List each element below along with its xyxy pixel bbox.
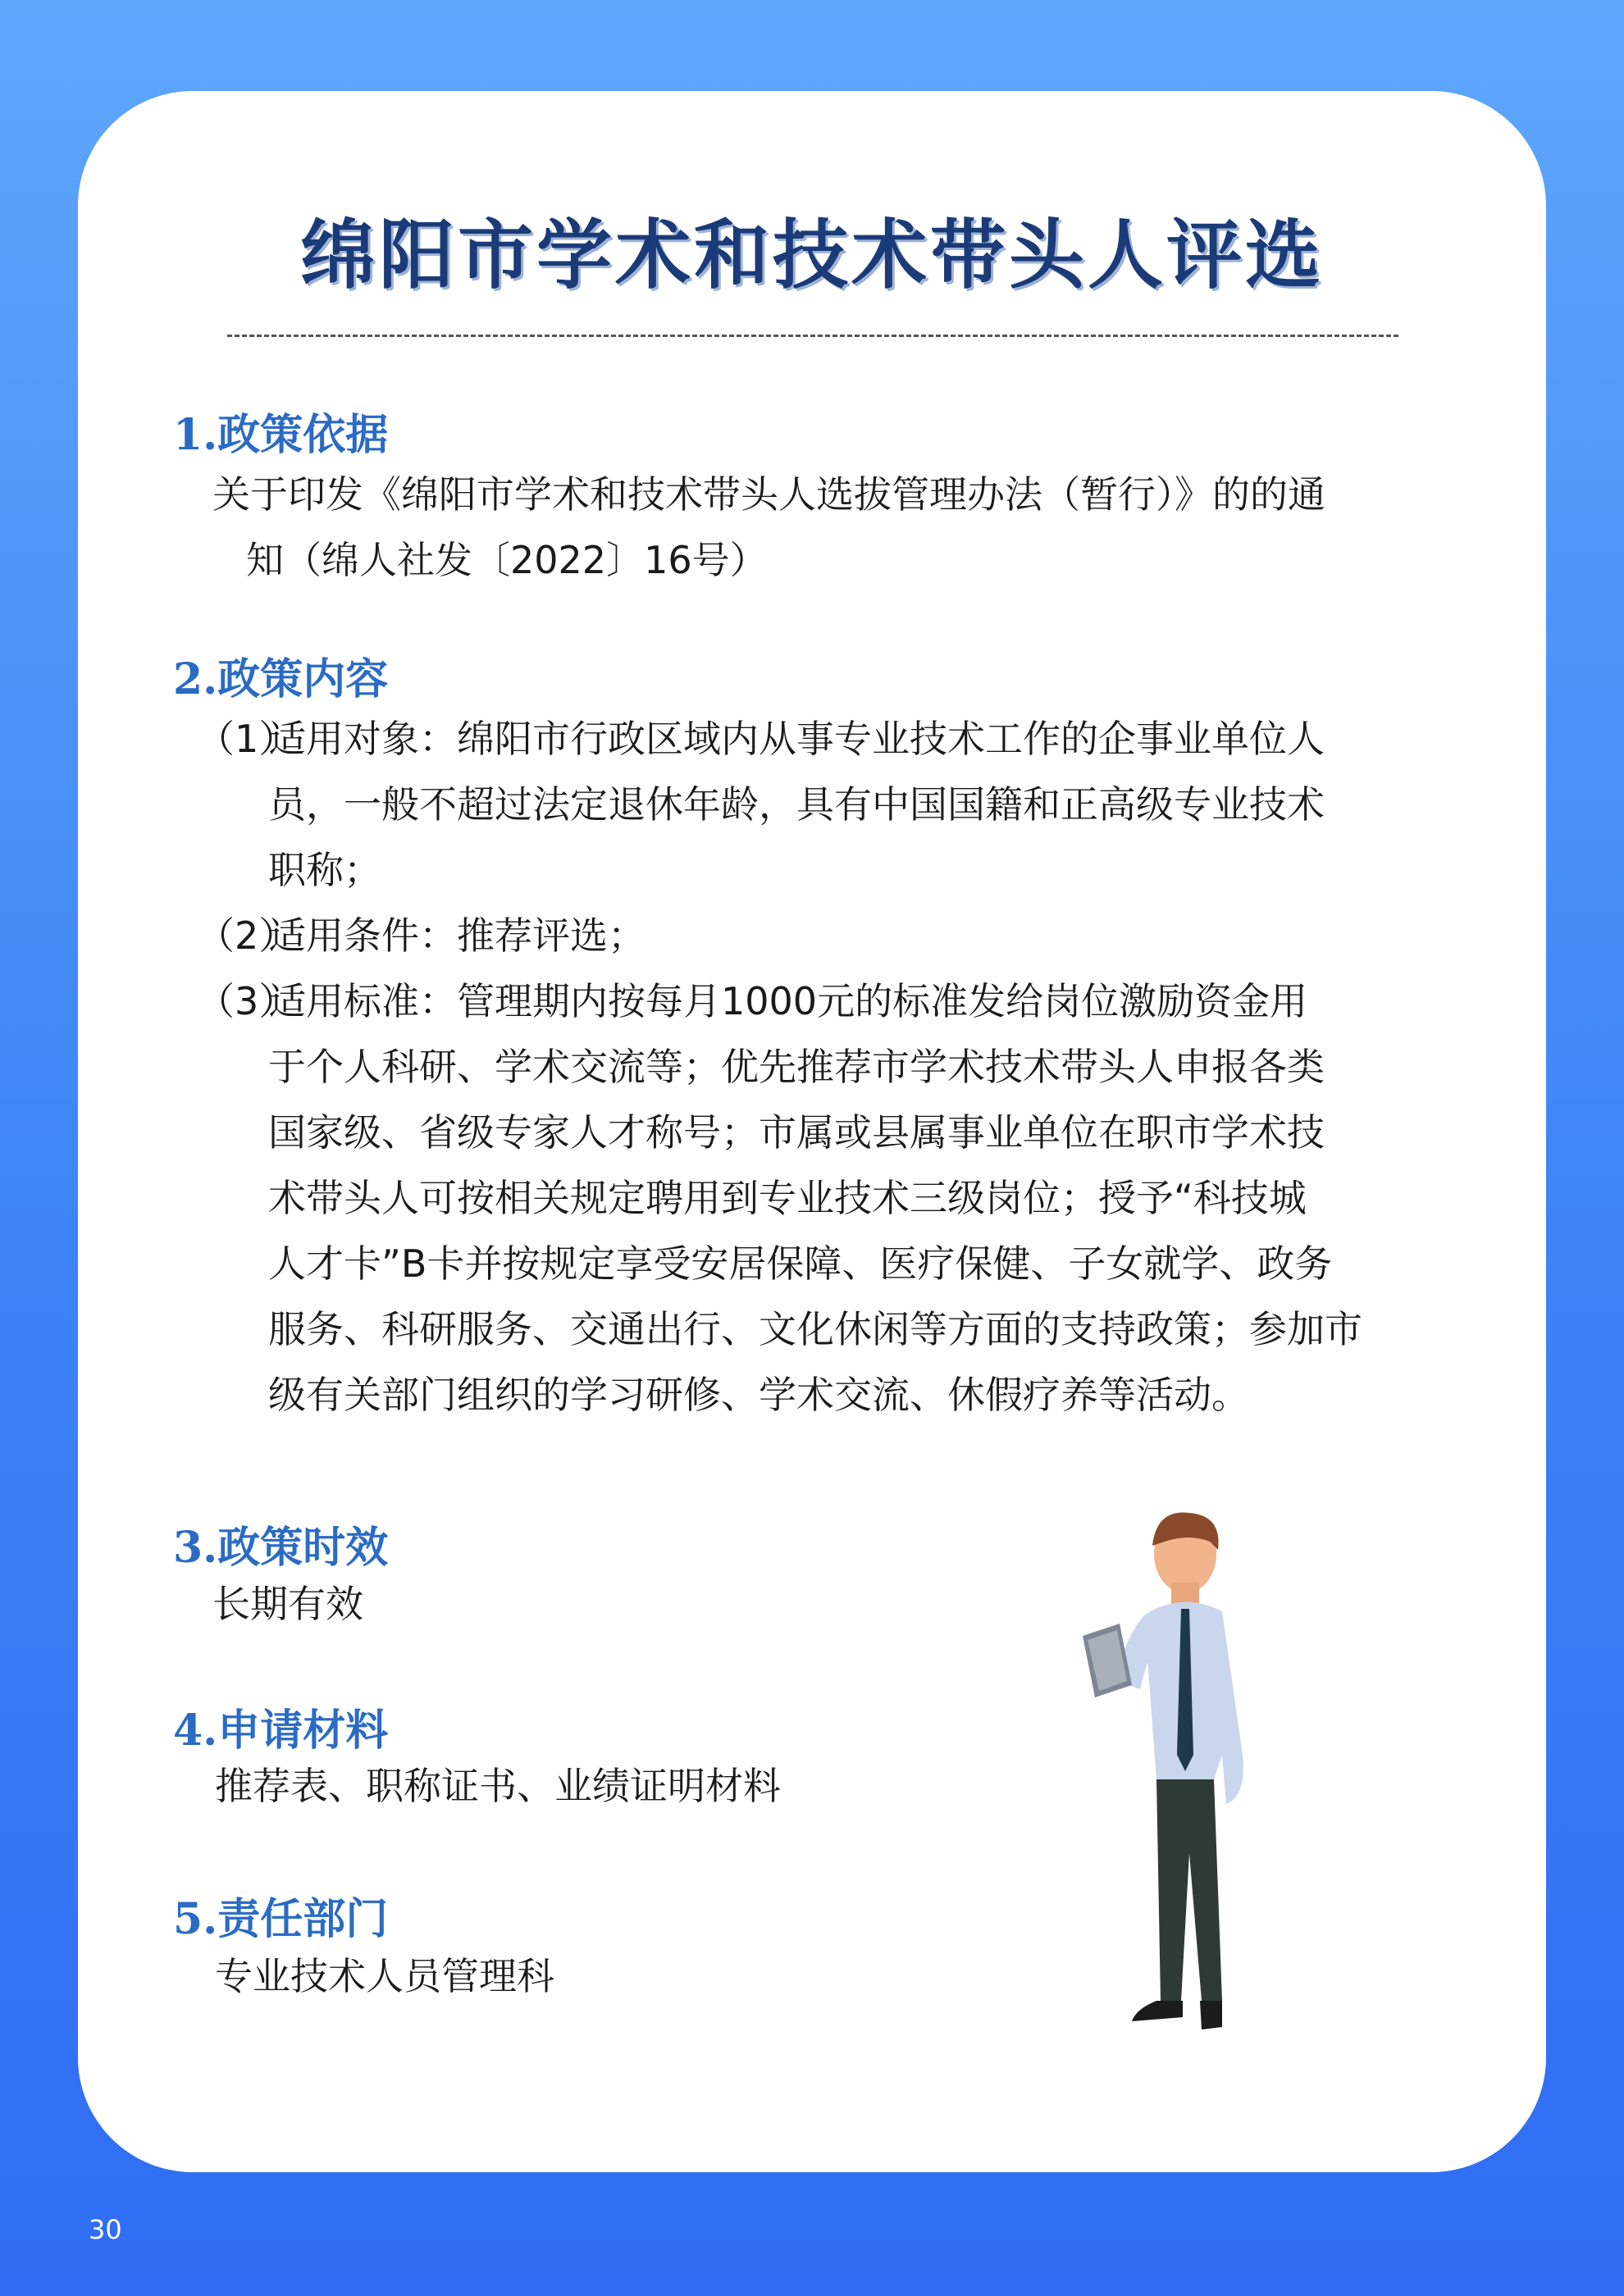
validity-text: 长期有效	[212, 1582, 363, 1626]
businessman-illustration	[1066, 1509, 1321, 2083]
item-line: 适用标准：管理期内按每月1000元的标准发给岗位激励资金用	[268, 979, 1308, 1023]
section-heading-content: 2.政策内容	[173, 654, 389, 704]
item-line: 适用条件：推荐评选；	[268, 913, 645, 958]
item-line: 员，一般不超过法定退休年龄，具有中国国籍和正高级专业技术	[268, 782, 1325, 827]
basis-text-line: 知（绵人社发〔2022〕16号）	[246, 538, 768, 582]
section-heading-validity: 3.政策时效	[173, 1523, 389, 1573]
section-heading-basis: 1.政策依据	[173, 410, 389, 460]
page-number: 30	[89, 2214, 122, 2245]
title-divider	[227, 335, 1398, 337]
section-heading-department: 5.责任部门	[173, 1894, 389, 1944]
item-line: 服务、科研服务、交通出行、文化休闲等方面的支持政策；参加市	[268, 1307, 1362, 1351]
item-line: 于个人科研、学术交流等；优先推荐市学术技术带头人申报各类	[268, 1045, 1325, 1089]
department-text: 专业技术人员管理科	[215, 1954, 554, 1998]
basis-text-line: 关于印发《绵阳市学术和技术带头人选拔管理办法（暂行）》的的通	[212, 472, 1325, 517]
page-title: 绵阳市学术和技术带头人评选	[299, 211, 1324, 299]
item-number: （2）	[197, 913, 297, 958]
materials-text: 推荐表、职称证书、业绩证明材料	[215, 1764, 781, 1808]
item-line: 术带头人可按相关规定聘用到专业技术三级岗位；授予“科技城	[268, 1176, 1307, 1220]
item-number: （3）	[197, 979, 297, 1023]
item-line: 适用对象：绵阳市行政区域内从事专业技术工作的企事业单位人	[268, 717, 1325, 761]
item-line: 人才卡”B卡并按规定享受安居保障、医疗保健、子女就学、政务	[268, 1241, 1333, 1286]
item-line: 职称；	[268, 848, 381, 892]
section-heading-materials: 4.申请材料	[173, 1706, 389, 1756]
item-line: 国家级、省级专家人才称号；市属或县属事业单位在职市学术技	[268, 1110, 1325, 1155]
item-number: （1）	[197, 717, 297, 761]
item-line: 级有关部门组织的学习研修、学术交流、休假疗养等活动。	[268, 1373, 1249, 1417]
